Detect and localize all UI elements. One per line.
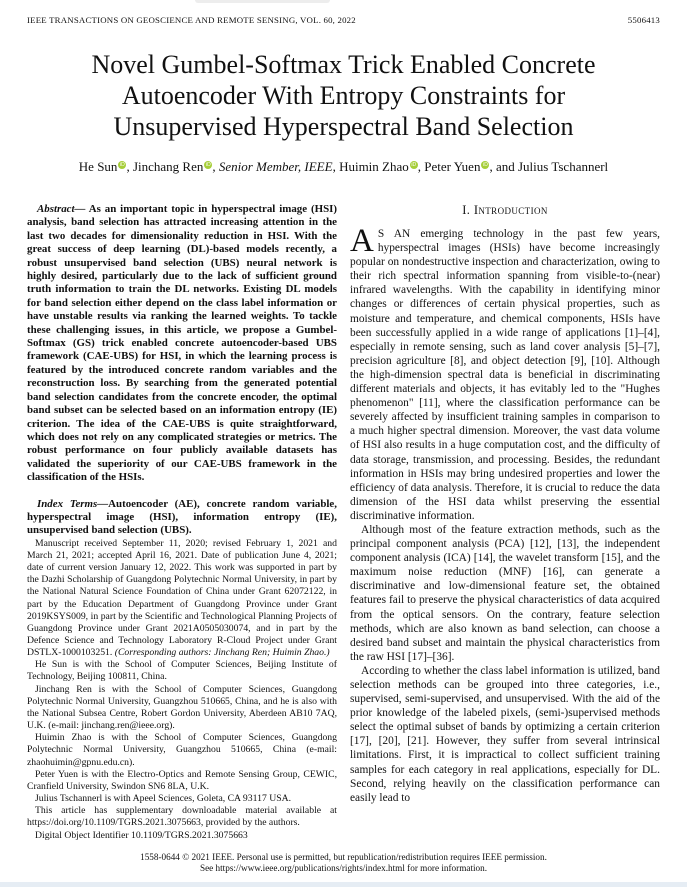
affiliation-jinchang-ren: Jinchang Ren is with the School of Computer Sciences, Guangdong Polytechnic Normal University, Guangzhou 510665, China, and he is also with the National Subsea Centre, Robert Gordon University, Aberdeen AB10 7AQ, U.K. (e-mail: jinchang.ren@ieee.org). bbox=[27, 683, 337, 732]
running-header bbox=[0, 0, 687, 25]
orcid-icon[interactable]: iD bbox=[120, 161, 125, 168]
author-peter-yuen: Peter Yuen bbox=[424, 159, 481, 174]
index-terms-text: Autoencoder (AE), concrete random variable, hyperspectral image (HSI), information entropy (IE), unsupervised band selection (UBS). bbox=[27, 497, 337, 537]
author-separator: , bbox=[417, 159, 425, 174]
author-separator: , bbox=[212, 159, 219, 174]
title-line-2: Autoencoder With Entropy Constraints for bbox=[121, 81, 566, 110]
left-column bbox=[27, 203, 337, 841]
orcid-icon[interactable]: iD bbox=[483, 161, 488, 168]
affiliation-huimin-zhao: Huimin Zhao is with the School of Computer Sciences, Guangdong Polytechnic Normal University, Guangzhou 510665, China (e-mail: zhaohuimin@gpnu.edu.cn). bbox=[27, 732, 337, 768]
intro-paragraph-3: According to whether the class label information is utilized, band selection methods can be grouped into three categories, i.e., supervised, semi-supervised, and unsupervised. With the aid of the prior knowledge of the labeled pixels, (semi-)supervised methods select the optimal subset of bands by optimizing a certain criterion [17], [20], [21]. However, they suffer from several intrinsical limitations. First, it is impractical to collect sufficient training samples for each category in real applications, especially for DL. Second, relying heavily on the classification performance can easily lead to bbox=[350, 664, 660, 804]
author-julius-tschannerl: , and Julius Tschannerl bbox=[489, 159, 609, 174]
two-column-body bbox=[0, 203, 687, 841]
affiliation-julius-tschannerl: Julius Tschannerl is with Apeel Sciences, Goleta, CA 93117 USA. bbox=[35, 793, 292, 805]
paper-title bbox=[0, 49, 687, 142]
manuscript-history-note bbox=[27, 538, 337, 660]
doi-note: Digital Object Identifier 10.1109/TGRS.2021.3075663 bbox=[35, 829, 248, 841]
viewer-bottom-edge bbox=[0, 882, 687, 887]
dropcap-letter: A bbox=[350, 223, 374, 259]
intro-paragraph-1 bbox=[350, 223, 660, 523]
abstract-text: As an important topic in hyperspectral image (HSI) analysis, band selection has attracted increasing attention in the last two decades for dimensionality reduction in HSI. With the great success of deep learning (DL)-based models recently, a robust unsupervised band selection (UBS) neural network is highly desired, particularly due to the lack of sufficient ground truth information to train the DL networks. Existing DL models for band selection either depend on the class label information or have unstable results via ranking the learned weights. To tackle these challenging issues, in this article, we propose a Gumbel-Softmax (GS) trick enabled concrete autoencoder-based UBS framework (CAE-UBS) for HSI, in which the learning process is featured by the introduced concrete random variables and the reconstruction loss. By searching from the generated potential band selection candidates from the concrete encoder, the optimal band subset can be selected based on an information entropy (IE) criterion. The idea of the CAE-UBS is quite straightforward, which does not rely on any complicated strategies or metrics. The robust performance on four publicly available datasets has validated the superiority of our CAE-UBS framework in the classification of the HSIs. bbox=[27, 203, 337, 484]
title-line-3: Unsupervised Hyperspectral Band Selection bbox=[113, 112, 574, 141]
intro-paragraph-2: Although most of the feature extraction methods, such as the principal component analysis (PCA) [12], [13], the independent component analysis (ICA) [14], the wavelet transform [15], and the maximum noise reduction (MNF) [16], can generate a discriminative and low-dimensional feature set, the obtained features fail to preserve the physical characteristics of data acquired from the optical sensors. On the contrary, feature selection methods, which are also known as band selection, can choose a desired band subset and maintain the physical characteristics from the raw HSI [17]–[36]. bbox=[350, 523, 660, 663]
first-page-footnotes bbox=[27, 538, 337, 842]
abstract-label: Abstract— bbox=[37, 203, 86, 215]
author-he-sun: He Sun bbox=[78, 159, 118, 174]
affiliation-he-sun: He Sun is with the School of Computer Sciences, Beijing Institute of Technology, Beijing 100811, China. bbox=[27, 659, 337, 683]
affiliation-peter-yuen: Peter Yuen is with the Electro-Optics and Remote Sensing Group, CEWIC, Cranfield University, Swindon SN6 8LA, U.K. bbox=[27, 768, 337, 792]
orcid-icon[interactable]: iD bbox=[411, 161, 417, 168]
manuscript-history-text: Manuscript received September 11, 2020; revised February 1, 2021 and March 21, 2021; accepted April 16, 2021. Date of publication June 4, 2021; date of current version January 12, 2022. This work was supported in part by the Dazhi Scholarship of Guangdong Polytechnic Normal University, in part by the National Natural Science Foundation of China under Grant 62072122, in part by the Education Department of Guangdong Province under Grant 2019KSYS009, in part by the Scientific and Technological Planning Projects of Guangdong Province under Grant 2021A0505030074, and in part by the Defence Science and Technology Laboratory R-Cloud Project under Grant DSTLX-1000103251. bbox=[27, 537, 337, 659]
intro-paragraph-1-text: S AN emerging technology in the past few years, hyperspectral images (HSIs) have become increasingly popular on nondestructive inspection and characterization, owing to their rich spectral information spanning from visible-to-(near) infrared wavelengths. With the capability in identifying minor changes or differences of certain physical properties, such as moisture and temperature, and chemical components, HSIs have been successfully applied in a wide range of applications [1]–[4], especially in remote sensing, such as land cover analysis [5]–[7], precision agriculture [8], and object detection [9], [10]. Although the high-dimension spectral data is beneficial in discriminating different materials and objects, it has evitably led to the "Hughes phenomenon" [11], where the classification performance can be severely affected by insufficient training samples in comparison to a much higher spectral dimension. Moreover, the vast data volume of HSI also results in a huge computation cost, and the difficulty of data storage, transmission, and processing. Besides, the redundant information in HSIs may bring undesired properties and lower the efficiency of data analysis. Therefore, it is crucial to reduce the data dimension of the HSI data whilst preserving the essential discriminative information. bbox=[350, 228, 660, 522]
journal-name: IEEE TRANSACTIONS ON GEOSCIENCE AND REMOTE SENSING, VOL. 60, 2022 bbox=[27, 15, 356, 25]
index-terms-paragraph bbox=[27, 498, 337, 538]
article-page-number: 5506413 bbox=[627, 15, 660, 25]
copyright-footer bbox=[0, 852, 687, 875]
rights-url-line: See https://www.ieee.org/publications/rights/index.html for more information. bbox=[199, 863, 488, 874]
title-line-1: Novel Gumbel-Softmax Trick Enabled Concrete bbox=[91, 50, 596, 79]
orcid-icon[interactable]: iD bbox=[205, 161, 211, 168]
index-terms-label: Index Terms— bbox=[37, 497, 109, 510]
author-jinchang-ren: Jinchang Ren bbox=[132, 159, 204, 174]
corresponding-authors-note: (Corresponding authors: Jinchang Ren; Huimin Zhao.) bbox=[114, 647, 330, 659]
page-top-edge-artifact bbox=[195, 0, 330, 3]
author-membership: Senior Member, IEEE bbox=[218, 159, 333, 174]
author-huimin-zhao: Huimin Zhao bbox=[339, 159, 409, 174]
author-line bbox=[0, 159, 687, 175]
right-column bbox=[350, 203, 660, 835]
section-heading-introduction: I. Introduction bbox=[462, 203, 548, 217]
abstract-paragraph bbox=[27, 203, 337, 485]
author-separator: , bbox=[126, 159, 133, 174]
abstract-section bbox=[27, 203, 337, 538]
supplementary-material-note: This article has supplementary downloadable material available at https://doi.org/10.1109/TGRS.2021.3075663, provided by the authors. bbox=[27, 805, 337, 829]
author-separator: , bbox=[332, 159, 340, 174]
copyright-line: 1558-0644 © 2021 IEEE. Personal use is permitted, but republication/redistribution requires IEEE permission. bbox=[140, 851, 547, 862]
